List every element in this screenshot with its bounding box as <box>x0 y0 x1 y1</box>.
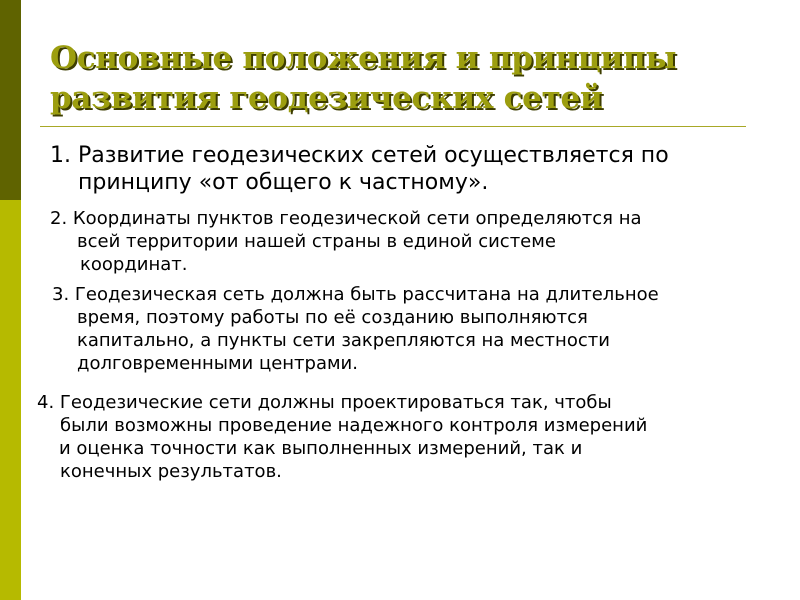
list-item-2 <box>50 207 642 276</box>
list-item-text: время, поэтому работы по её созданию выполняются <box>77 307 588 328</box>
list-item-text: капитально, а пункты сети закрепляются на местности <box>77 330 610 351</box>
list-item-text: 3. Геодезическая сеть должна быть рассчитана на длительное <box>52 284 659 305</box>
list-item-text: 2. Координаты пунктов геодезической сети определяются на <box>50 208 642 229</box>
slide-title <box>50 38 770 118</box>
list-item-text: всей территории нашей страны в единой системе <box>77 231 556 252</box>
list-item-text: долговременными центрами. <box>77 353 358 374</box>
list-item-text: были возможны проведение надежного контроля измерений <box>60 415 648 436</box>
sidebar-accent-light <box>0 200 21 600</box>
title-divider <box>40 126 746 127</box>
list-item-text: координат. <box>80 254 188 275</box>
list-item-text: 4. Геодезические сети должны проектироваться так, чтобы <box>37 392 612 413</box>
list-item-text: и оценка точности как выполненных измерений, так и <box>59 438 583 459</box>
list-item-text: конечных результатов. <box>60 461 282 482</box>
list-item-text: 1. Развитие геодезических сетей осуществляется по <box>50 143 669 168</box>
list-item-4 <box>37 391 647 483</box>
slide-title-line: развития геодезических сетей <box>50 80 603 116</box>
list-item-3 <box>52 283 659 375</box>
list-item-1 <box>50 142 669 196</box>
list-item-text: принципу «от общего к частному». <box>78 170 489 195</box>
sidebar-accent-dark <box>0 0 21 200</box>
slide-title-line: Основные положения и принципы <box>50 40 677 76</box>
